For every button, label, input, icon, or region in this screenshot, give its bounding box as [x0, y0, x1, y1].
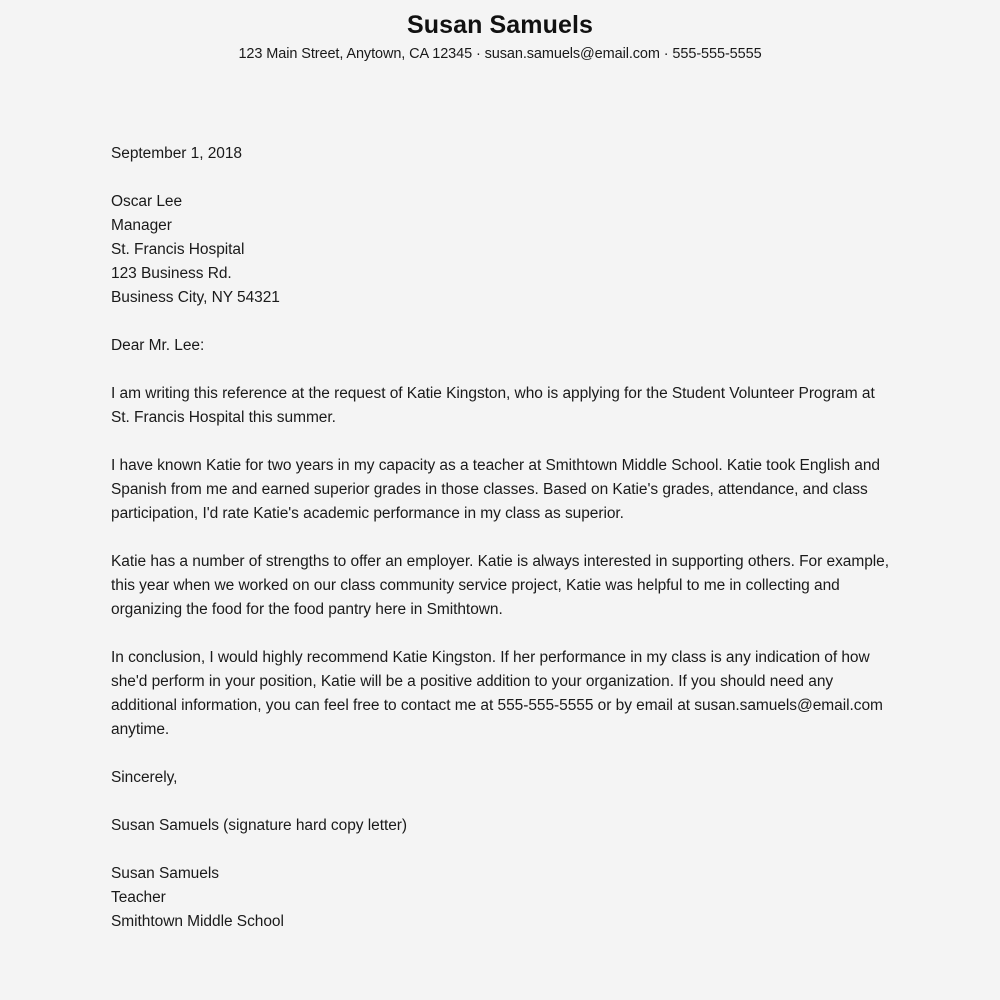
recipient-street: 123 Business Rd.	[111, 265, 232, 282]
recipient-address-block	[111, 190, 889, 310]
sender-name-heading: Susan Samuels	[406, 11, 594, 39]
letterhead	[0, 0, 1000, 64]
letter-date: September 1, 2018	[111, 145, 242, 162]
recipient-organization: St. Francis Hospital	[111, 241, 245, 258]
recipient-name: Oscar Lee	[111, 193, 183, 210]
signature-block	[111, 862, 889, 934]
sender-contact-line: 123 Main Street, Anytown, CA 12345 · susan.samuels@email.com · 555-555-5555	[238, 46, 762, 62]
recipient-title: Manager	[111, 217, 172, 234]
recipient-city-state-zip: Business City, NY 54321	[111, 289, 280, 306]
body-paragraph-3: Katie has a number of strengths to offer an employer. Katie is always interested in supporting others. For example, this year when we worked on our class community service project, Katie was helpful to me in collecting and organizing the food for the food pantry here in Smithtown.	[111, 553, 889, 618]
signer-organization: Smithtown Middle School	[111, 913, 284, 930]
salutation: Dear Mr. Lee:	[111, 337, 205, 354]
letter-date-block	[111, 142, 889, 166]
body-paragraph-4: In conclusion, I would highly recommend Katie Kingston. If her performance in my class is any indication of how she'd perform in your position, Katie will be a positive addition to your organization. If you should need any additional information, you can feel free to contact me at 555-555-5555 or by email at susan.samuels@email.com anytime.	[111, 649, 883, 738]
body-paragraph-1: I am writing this reference at the request of Katie Kingston, who is applying for the Student Volunteer Program at St. Francis Hospital this summer.	[111, 385, 875, 426]
letter-body	[111, 142, 889, 934]
signer-title: Teacher	[111, 889, 166, 906]
signature-note: Susan Samuels (signature hard copy letter)	[111, 817, 407, 834]
closing-salutation: Sincerely,	[111, 769, 178, 786]
signer-name: Susan Samuels	[111, 865, 219, 882]
body-paragraph-2: I have known Katie for two years in my capacity as a teacher at Smithtown Middle School. Katie took English and Spanish from me and earned superior grades in those classes. Based on Katie's grades, attendance, and class participation, I'd rate Katie's academic performance in my class as superior.	[111, 457, 880, 522]
